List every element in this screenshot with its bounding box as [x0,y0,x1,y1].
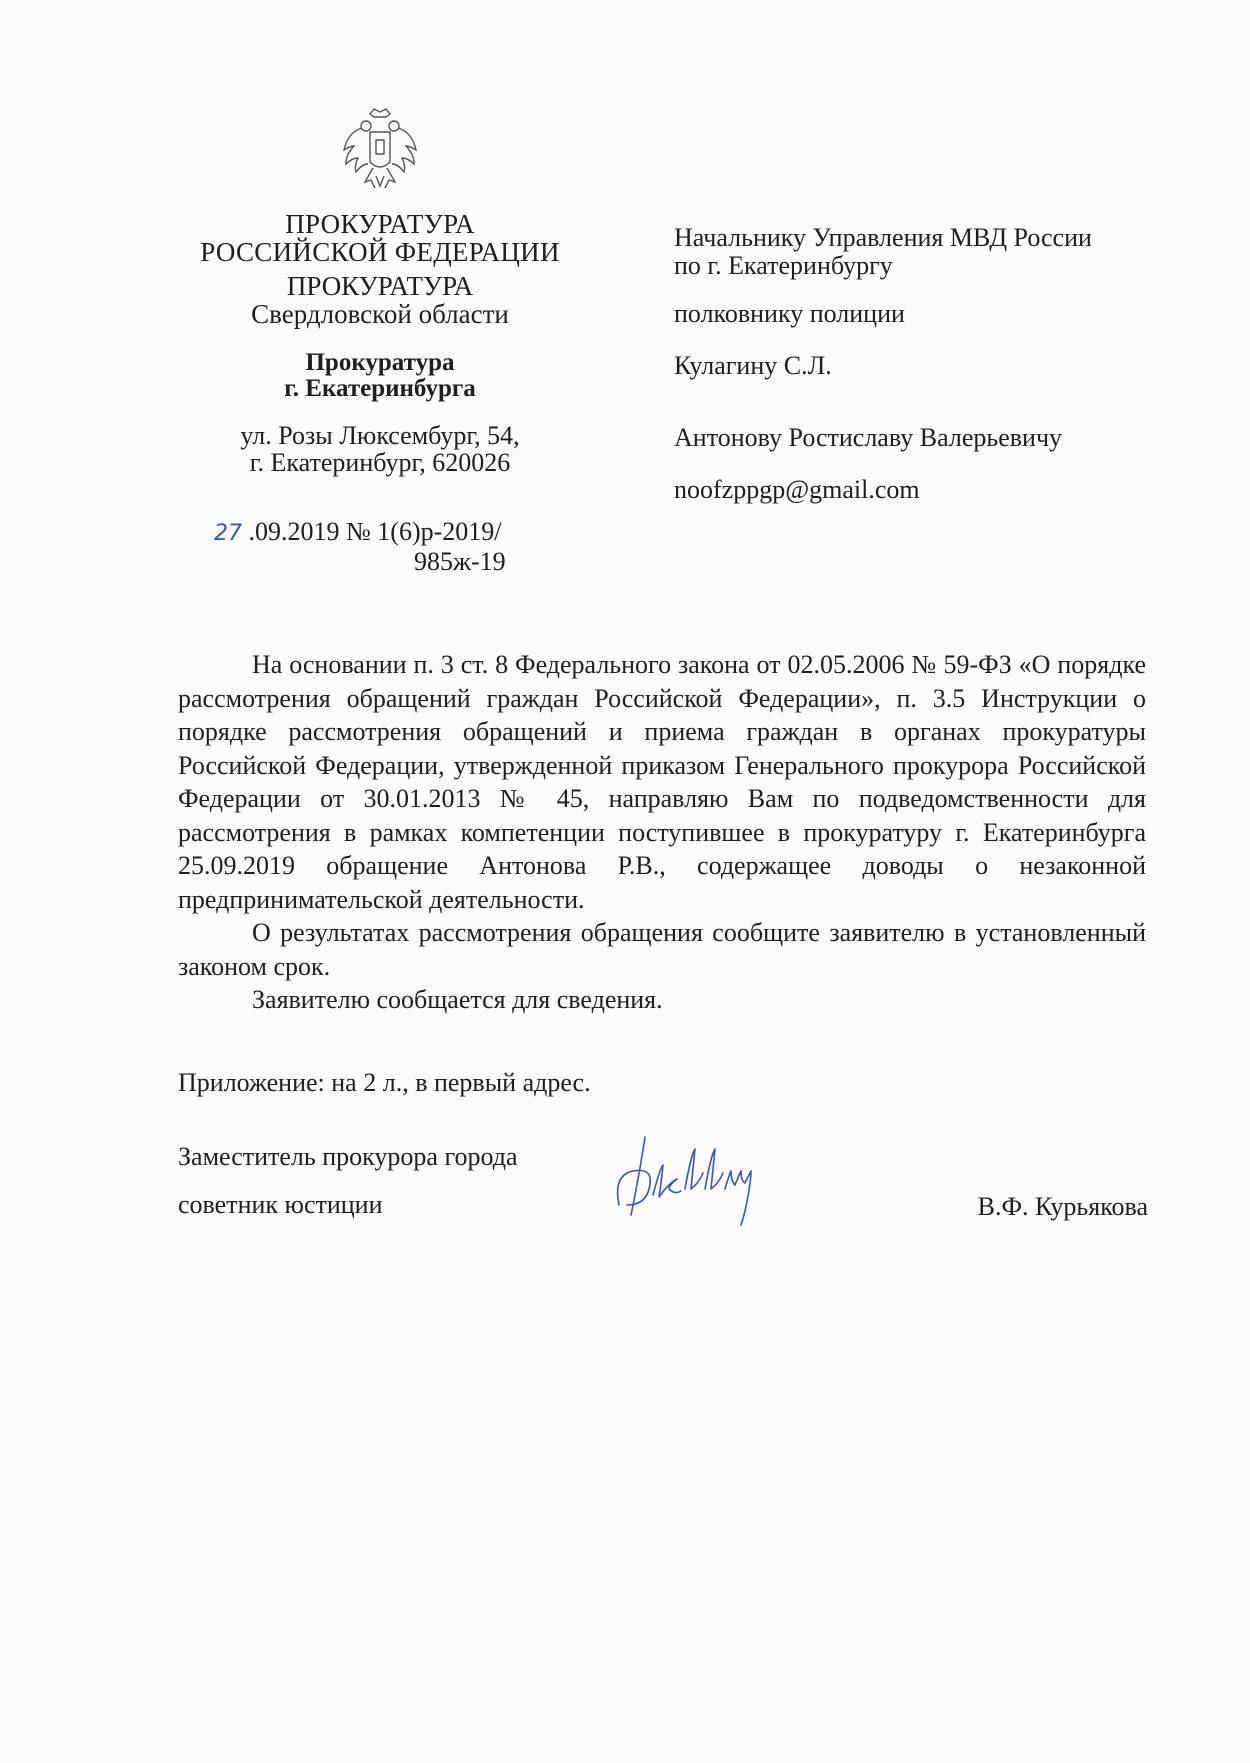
reference-number: .09.2019 № 1(6)р-2019/ [248,517,502,546]
applicant-name: Антонову Ростиславу Валерьевичу [674,423,1063,452]
addressee-rank: полковнику полиции [674,299,905,328]
addressee-line-1: Начальнику Управления МВД России [674,223,1092,252]
body-paragraph-2: О результатах рассмотрения обращения сообщите заявителю в установленный законом срок. [178,918,1146,981]
office-line-1: Прокуратура [305,349,455,376]
appendix-note: Приложение: на 2 л., в первый адрес. [178,1068,591,1097]
address-line-1: ул. Розы Люксембург, 54, [240,421,520,450]
org-line-1: ПРОКУРАТУРА [285,209,475,239]
org-line-4: Свердловской области [251,299,509,329]
reference-date [214,518,502,548]
org-line-2: РОССИЙСКОЙ ФЕДЕРАЦИИ [200,237,560,267]
address-line-2: г. Екатеринбург, 620026 [249,448,511,477]
addressee-name: Кулагину С.Л. [674,351,832,380]
handwritten-day: 27 [214,521,242,546]
addressee-position [674,224,1154,280]
body-paragraph-3: Заявителю сообщается для сведения. [252,985,663,1014]
office-address [170,422,590,476]
office-line-2: г. Екатеринбурга [284,375,476,402]
letter-body [178,648,1146,1017]
org-line-3: ПРОКУРАТУРА [286,271,474,301]
signer-title: Заместитель прокурора города [178,1142,518,1171]
applicant-email: noofzppgp@gmail.com [674,475,920,504]
org-name [170,210,590,266]
handwritten-signature [605,1125,805,1255]
signer-name: В.Ф. Курьякова [977,1192,1148,1221]
signer-rank: советник юстиции [178,1190,383,1219]
double-headed-eagle-icon [340,106,420,196]
city-office [170,350,590,402]
addressee-line-2: по г. Екатеринбургу [674,251,893,280]
regional-office [170,272,590,328]
body-paragraph-1: На основании п. 3 ст. 8 Федерального закона от 02.05.2006 № 59-ФЗ «О порядке рассмотрения обращений граждан Российской Федерации», п. 3.5 Инструкции о порядке рассмотрения обращений и приема граждан в органах прокуратуры Российской Федерации, утвержденной приказом Генерального прокурора Российской Федерации от 30.01.2013 № 45, направляю Вам по подведомственности для рассмотрения в рамках компетенции поступившее в прокуратуру г. Екатеринбурга 25.09.2019 обращение Антонова Р.В., содержащее доводы о незаконной предпринимательской деятельности. [178,650,1146,914]
reference-number-line-2: 985ж-19 [414,547,506,576]
